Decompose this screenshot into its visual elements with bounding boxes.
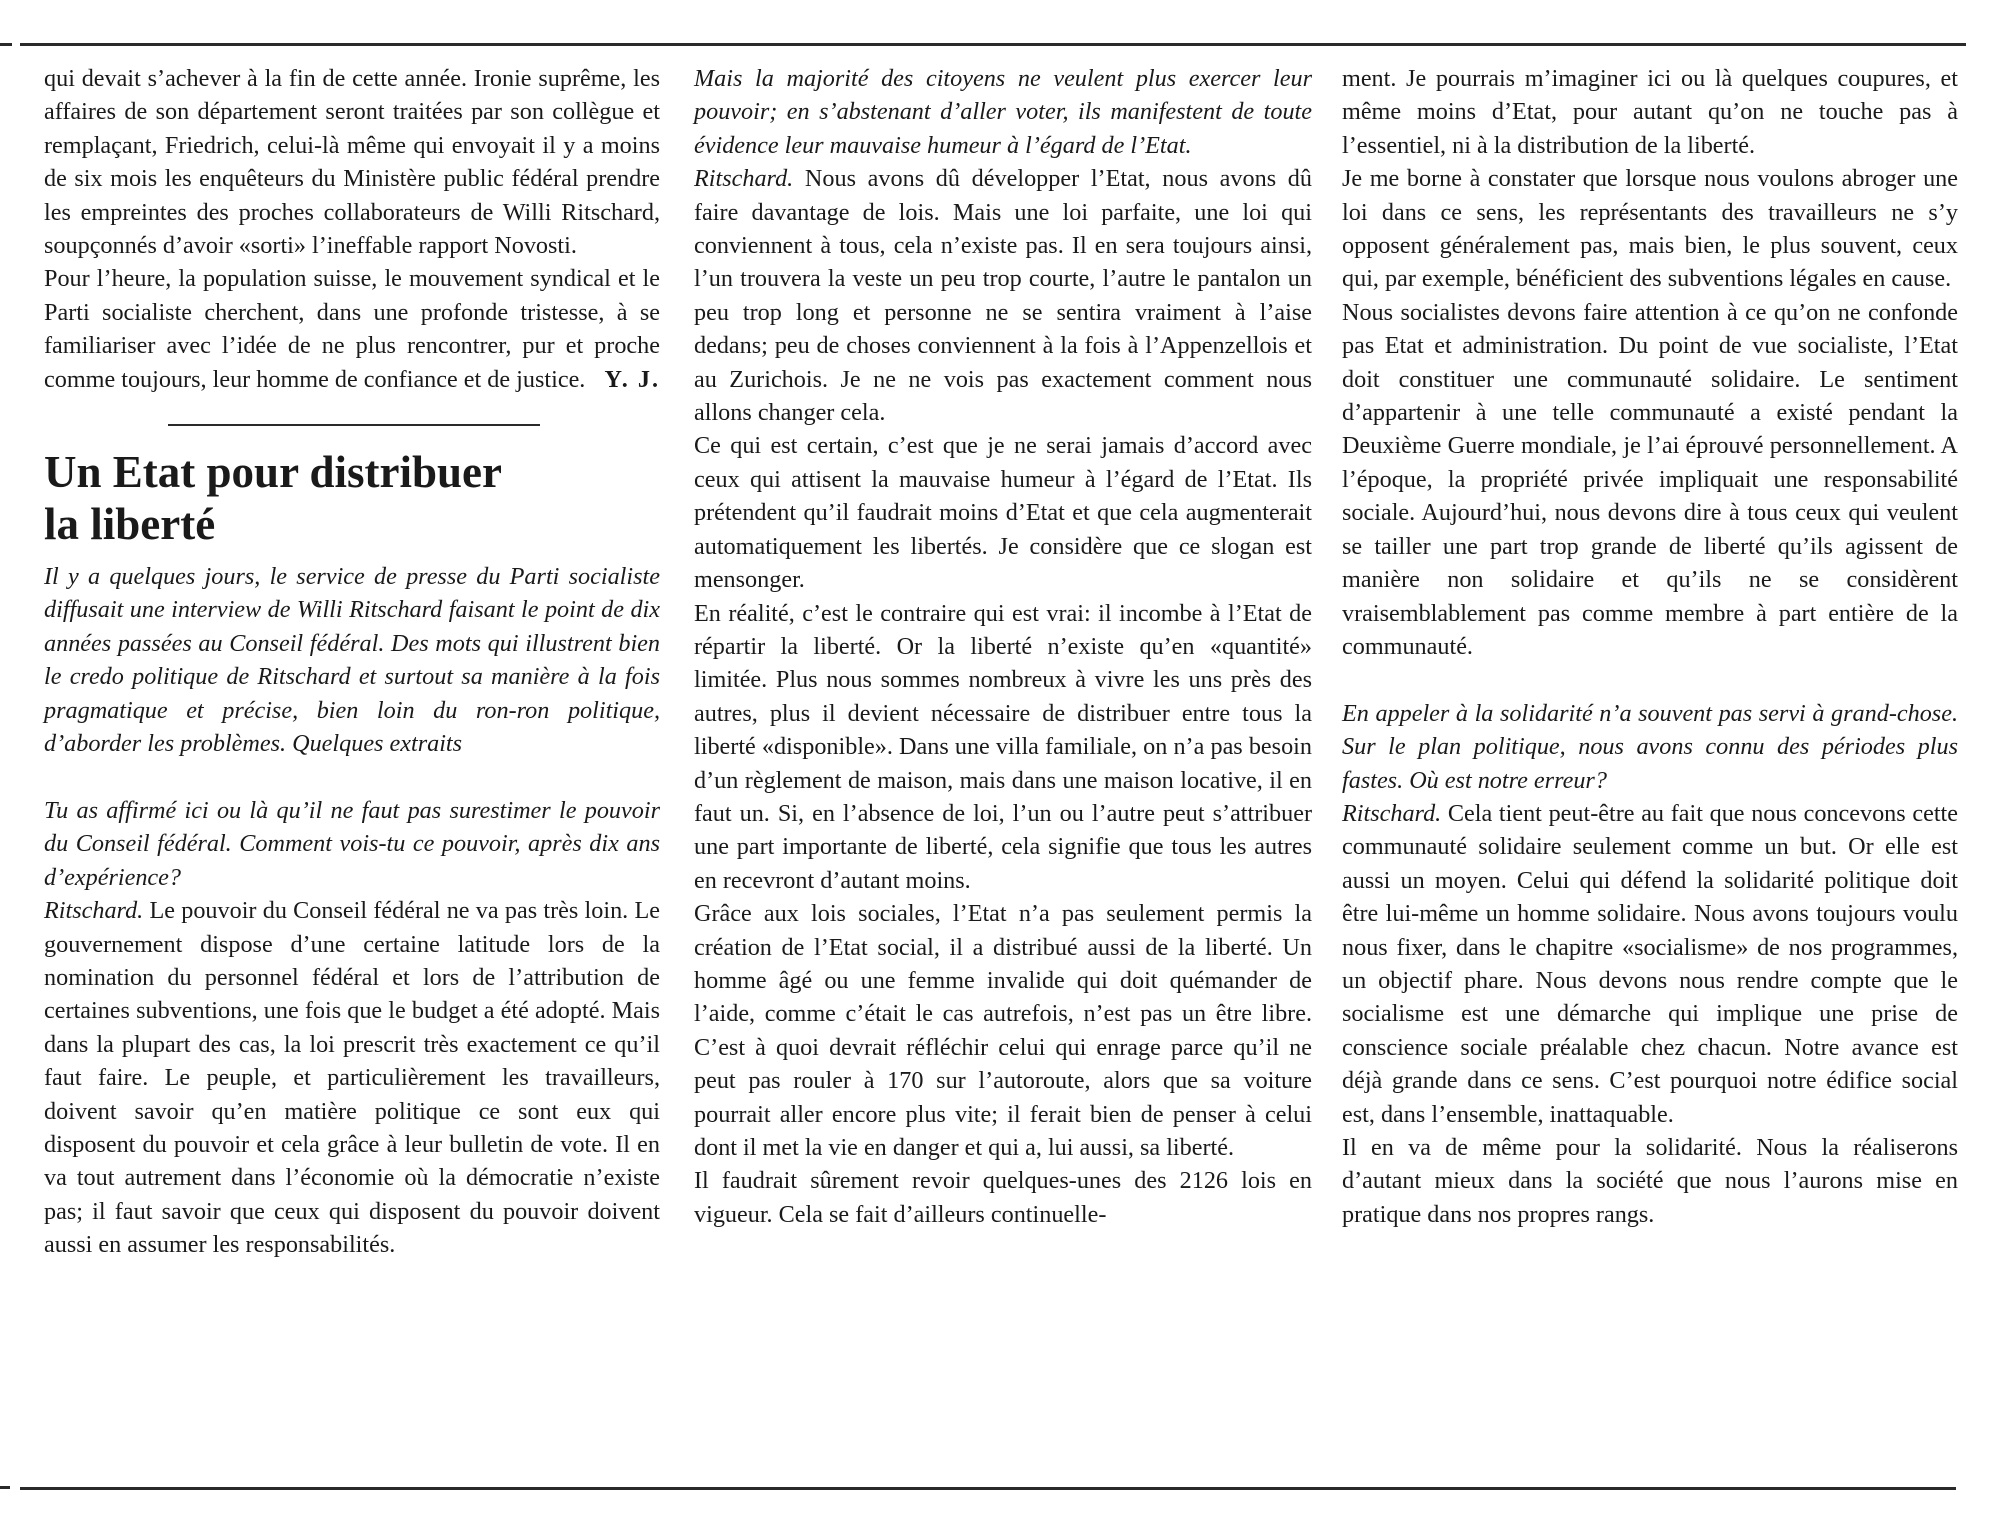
column-1 xyxy=(44,62,660,1262)
answer-text: Nous avons dû développer l’Etat, nous avons dû faire davantage de lois. Mais une loi parfaite, une loi qui conviennent à tous, cela n’existe pas. Il en sera toujours ainsi, l’un trouvera la veste un peu trop courte, l’autre le pantalon un peu trop long et personne ne se sentira vraiment à l’aise dedans; peu de choses conviennent à la fois à l’Appenzellois et au Zurichois. Je ne ne vois pas exactement comment nous allons changer cela. xyxy=(694,165,1312,427)
paragraph-gap xyxy=(44,761,660,794)
interview-answer xyxy=(1342,797,1958,1131)
headline-line-1: Un Etat pour distribuer xyxy=(44,447,502,498)
interview-question: Mais la majorité des citoyens ne veulent plus exercer leur pouvoir; en s’abstenant d’aller voter, ils manifestent de toute évidence leur mauvaise humeur à l’égard de l’Etat. xyxy=(694,65,1312,159)
interview-answer xyxy=(44,894,660,1261)
interview-question: En appeler à la solidarité n’a souvent pas servi à grand-chose. Sur le plan politique, nous avons connu des périodes plus fastes. Où est notre erreur? xyxy=(1342,699,1958,794)
top-rule-tick xyxy=(0,43,12,46)
paragraph: qui devait s’achever à la fin de cette année. Ironie suprême, les affaires de son département seront traitées par son collègue et remplaçant, Friedrich, celui-là même qui envoyait il y a moins de six mois les enquêteurs du Ministère public fédéral prendre les empreintes des proches collaborateurs de Willi Ritschard, soupçonnés d’avoir «sorti» l’ineffable rapport Novosti. xyxy=(44,65,660,260)
speaker-name: Ritschard. xyxy=(44,897,144,925)
paragraph: ment. Je pourrais m’imaginer ici ou là quelques coupures, et même moins d’Etat, pour autant qu’on ne touche pas à l’essentiel, ni à la distribution de la liberté. xyxy=(1342,65,1958,159)
author-signature: Y. J. xyxy=(604,365,660,393)
bottom-rule-tick xyxy=(0,1486,10,1489)
answer-text: Le pouvoir du Conseil fédéral ne va pas très loin. Le gouvernement dispose d’une certaine latitude lors de la nomination du personnel fédéral et lors de l’attribution de certaines subventions, une fois que le budget a été adopté. Mais dans la plupart des cas, la loi prescrit très exactement ce qu’il faut faire. Le peuple, et particulièrement les travailleurs, doivent savoir qu’en matière politique ce sont eux qui disposent du pouvoir et cela grâce à leur bulletin de vote. Il en va tout autrement dans l’économie où la démocratie n’existe pas; il faut savoir que ceux qui disposent du pouvoir doivent aussi en assumer les responsabilités. xyxy=(44,897,660,1259)
paragraph xyxy=(44,262,660,396)
headline-line-2: la liberté xyxy=(44,499,216,550)
column-2 xyxy=(694,62,1312,1231)
article-intro: Il y a quelques jours, le service de presse du Parti socialiste diffusait une interview de Willi Ritschard faisant le point de dix années passées au Conseil fédéral. Des mots qui illustrent bien le credo politique de Ritschard et surtout sa manière à la fois pragmatique et précise, bien loin du ron-ron politique, d’aborder les problèmes. Quelques extraits xyxy=(44,563,660,758)
paragraph: Grâce aux lois sociales, l’Etat n’a pas seulement permis la création de l’Etat social, il a distribué aussi de la liberté. Un homme âgé ou une femme invalide qui doit quémander de l’aide, comme c’était le cas autrefois, n’est pas un être libre. C’est à quoi devrait réfléchir celui qui enrage parce qu’il ne peut pas rouler à 170 sur l’autoroute, alors que sa voiture pourrait aller encore plus vite; il ferait bien de penser à celui dont il met la vie en danger et qui a, lui aussi, sa liberté. xyxy=(694,900,1312,1161)
interview-question: Tu as affirmé ici ou là qu’il ne faut pas surestimer le pouvoir du Conseil fédéral. Comment vois-tu ce pouvoir, après dix ans d’expérience? xyxy=(44,796,660,891)
answer-text: Cela tient peut-être au fait que nous concevons cette communauté solidaire seulement comme un but. Or elle est aussi un moyen. Celui qui défend la solidarité politique doit être lui-même un homme solidaire. Nous avons toujours voulu nous fixer, dans le chapitre «socialisme» de nos programmes, un objectif phare. Nous devons nous rendre compte que le socialisme est une démarche qui implique une prise de conscience sociale préalable chez chacun. Notre avance est déjà grande dans ce sens. C’est pourquoi notre édifice social est, dans l’ensemble, inattaquable. xyxy=(1342,799,1958,1128)
top-rule xyxy=(20,43,1966,46)
speaker-name: Ritschard. xyxy=(1342,799,1442,827)
paragraph-text: Pour l’heure, la population suisse, le mouvement syndical et le Parti socialiste cherchent, dans une profonde tristesse, à se familiariser avec l’idée de ne plus rencontrer, pur et proche comme toujours, leur homme de confiance et de justice. xyxy=(44,265,660,393)
paragraph: Il faudrait sûrement revoir quelques-unes des 2126 lois en vigueur. Cela se fait d’ailleurs continuelle- xyxy=(694,1167,1312,1228)
paragraph: En réalité, c’est le contraire qui est vrai: il incombe à l’Etat de répartir la liberté. Or la liberté n’existe qu’en «quantité» limitée. Plus nous sommes nombreux à vivre les uns près des autres, plus il devient nécessaire de distribuer entre tous la liberté «disponible». Dans une villa familiale, on n’a pas besoin d’un règlement de maison, mais dans une maison locative, il en faut un. Si, en l’absence de loi, l’un ou l’autre peut s’attribuer une part importante de liberté, cela signifie que tous les autres en recevront d’autant moins. xyxy=(694,599,1312,894)
bottom-rule xyxy=(20,1487,1956,1490)
section-separator xyxy=(168,424,540,426)
paragraph-gap xyxy=(1342,663,1958,696)
paragraph: Nous socialistes devons faire attention à ce qu’on ne confonde pas Etat et administration. Du point de vue socialiste, l’Etat doit constituer une communauté solidaire. Le sentiment d’appartenir à une telle communauté a existé pendant la Deuxième Guerre mondiale, je l’ai éprouvé personnellement. A l’époque, la propriété privée impliquait une responsabilité sociale. Aujourd’hui, nous devons dire à tous ceux qui veulent se tailler une part trop grande de liberté qu’ils agissent de manière non solidaire et qu’ils ne se considèrent vraisemblablement pas comme membre à part entière de la communauté. xyxy=(1342,298,1958,660)
speaker-name: Ritschard. xyxy=(694,165,794,193)
interview-answer xyxy=(694,162,1312,429)
article-headline xyxy=(44,446,660,550)
column-3 xyxy=(1342,62,1958,1231)
paragraph: Il en va de même pour la solidarité. Nous la réaliserons d’autant mieux dans la société que nous l’aurons mise en pratique dans nos propres rangs. xyxy=(1342,1133,1958,1228)
paragraph: Je me borne à constater que lorsque nous voulons abroger une loi dans ce sens, les représentants des travailleurs ne s’y opposent généralement pas, mais bien, le plus souvent, ceux qui, par exemple, bénéficient des subventions légales en cause. xyxy=(1342,165,1958,293)
paragraph: Ce qui est certain, c’est que je ne serai jamais d’accord avec ceux qui attisent la mauvaise humeur à l’égard de l’Etat. Ils prétendent qu’il faudrait moins d’Etat et que cela augmenterait automatiquement les libertés. Je considère que ce slogan est mensonger. xyxy=(694,432,1312,594)
